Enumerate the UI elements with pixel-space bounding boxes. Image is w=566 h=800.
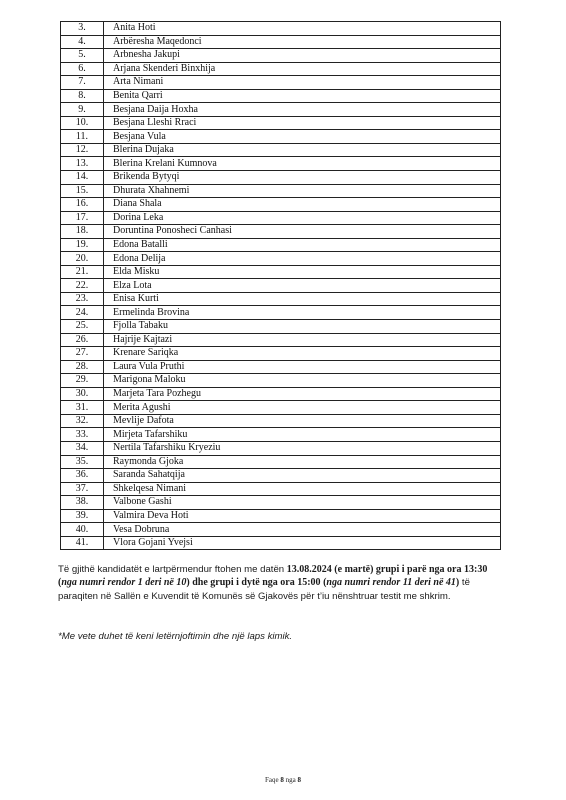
footer-page-total: 8 — [297, 776, 301, 784]
candidate-name: Marjeta Tara Pozhegu — [104, 387, 501, 401]
table-row — [61, 387, 501, 401]
table-row — [61, 469, 501, 483]
row-number: 11. — [61, 130, 104, 144]
page-footer — [0, 776, 566, 784]
row-number: 24. — [61, 306, 104, 320]
candidate-name: Blerina Dujaka — [104, 143, 501, 157]
table-row — [61, 536, 501, 550]
table-row — [61, 279, 501, 293]
table-row — [61, 157, 501, 171]
table-row — [61, 265, 501, 279]
row-number: 21. — [61, 265, 104, 279]
notice-paren-open-1: ( — [58, 577, 62, 589]
table-row — [61, 523, 501, 537]
candidate-name: Valbone Gashi — [104, 496, 501, 510]
table-row — [61, 49, 501, 63]
candidate-name: Raymonda Gjoka — [104, 455, 501, 469]
table-row — [61, 198, 501, 212]
candidate-name: Brikenda Bytyqi — [104, 171, 501, 185]
row-number: 5. — [61, 49, 104, 63]
row-number: 6. — [61, 62, 104, 76]
candidate-name: Vlora Gojani Yvejsi — [104, 536, 501, 550]
candidate-name: Arjana Skenderi Binxhija — [104, 62, 501, 76]
candidate-name: Besjana Lleshi Rraci — [104, 116, 501, 130]
candidate-name: Anita Hoti — [104, 22, 501, 36]
table-row — [61, 238, 501, 252]
candidate-name: Diana Shala — [104, 198, 501, 212]
table-row — [61, 441, 501, 455]
table-row — [61, 89, 501, 103]
candidate-name: Shkelqesa Nimani — [104, 482, 501, 496]
table-row — [61, 116, 501, 130]
table-row — [61, 171, 501, 185]
candidate-name: Laura Vula Pruthi — [104, 360, 501, 374]
row-number: 17. — [61, 211, 104, 225]
table-row — [61, 143, 501, 157]
row-number: 3. — [61, 22, 104, 36]
row-number: 40. — [61, 523, 104, 537]
candidate-name: Arta Nimani — [104, 76, 501, 90]
row-number: 18. — [61, 225, 104, 239]
row-number: 36. — [61, 469, 104, 483]
row-number: 19. — [61, 238, 104, 252]
notice-location: të paraqiten në Sallën e Kuvendit të Komunës së Gjakovës për t’iu nënshtruar testit me shkrim. — [58, 577, 470, 602]
row-number: 35. — [61, 455, 104, 469]
candidate-name: Marigona Maloku — [104, 374, 501, 388]
row-number: 20. — [61, 252, 104, 266]
candidate-name: Saranda Sahatqija — [104, 469, 501, 483]
row-number: 37. — [61, 482, 104, 496]
row-number: 28. — [61, 360, 104, 374]
table-row — [61, 306, 501, 320]
notice-date-group1: 13.08.2024 (e martë) grupi i parë nga ora 13:30 — [286, 564, 488, 575]
candidate-name: Fjolla Tabaku — [104, 320, 501, 334]
row-number: 4. — [61, 35, 104, 49]
footer-middle: nga — [283, 776, 298, 784]
notice-paren-open-2: ( — [320, 577, 327, 589]
footer-page-number: 8 — [280, 776, 284, 784]
table-row — [61, 360, 501, 374]
row-number: 41. — [61, 536, 104, 550]
notice-group2-time: dhe grupi i dytë nga ora 15:00 — [189, 577, 321, 589]
candidate-name: Merita Agushi — [104, 401, 501, 415]
row-number: 32. — [61, 414, 104, 428]
candidate-name: Mevlije Dafota — [104, 414, 501, 428]
table-row — [61, 252, 501, 266]
footer-prefix: Faqe — [265, 776, 281, 784]
table-row — [61, 76, 501, 90]
id-requirement-note: *Me vete duhet të keni letërnjoftimin dhe një laps kimik. — [58, 631, 293, 642]
table-row — [61, 374, 501, 388]
row-number: 8. — [61, 89, 104, 103]
candidate-name: Valmira Deva Hoti — [104, 509, 501, 523]
table-row — [61, 211, 501, 225]
candidate-name: Dhurata Xhahnemi — [104, 184, 501, 198]
table-row — [61, 347, 501, 361]
row-number: 10. — [61, 116, 104, 130]
candidate-name: Vesa Dobruna — [104, 523, 501, 537]
notice-range-group2: nga numri rendor 11 deri në 41 — [326, 577, 456, 589]
table-row — [61, 414, 501, 428]
row-number: 15. — [61, 184, 104, 198]
row-number: 22. — [61, 279, 104, 293]
candidate-name: Doruntina Ponosheci Canhasi — [104, 225, 501, 239]
candidate-name: Hajrije Kajtazi — [104, 333, 501, 347]
notice-intro: Të gjithë kandidatët e lartpërmendur ftohen me datën — [58, 564, 287, 575]
row-number: 30. — [61, 387, 104, 401]
notice-paren-close-2: ) — [455, 577, 460, 589]
candidate-name: Arbnesha Jakupi — [104, 49, 501, 63]
candidate-name: Enisa Kurti — [104, 292, 501, 306]
table-row — [61, 103, 501, 117]
candidate-name: Edona Delija — [104, 252, 501, 266]
candidate-name: Arbëresha Maqedonci — [104, 35, 501, 49]
candidate-table — [60, 21, 501, 550]
candidate-name: Ermelinda Brovina — [104, 306, 501, 320]
candidate-name: Blerina Krelani Kumnova — [104, 157, 501, 171]
table-row — [61, 130, 501, 144]
candidate-name: Elda Misku — [104, 265, 501, 279]
row-number: 12. — [61, 143, 104, 157]
table-row — [61, 482, 501, 496]
candidate-name: Benita Qarri — [104, 89, 501, 103]
exam-notice-paragraph — [58, 563, 505, 603]
row-number: 16. — [61, 198, 104, 212]
table-row — [61, 62, 501, 76]
row-number: 7. — [61, 76, 104, 90]
table-row — [61, 292, 501, 306]
candidate-name: Krenare Sariqka — [104, 347, 501, 361]
table-row — [61, 225, 501, 239]
table-row — [61, 22, 501, 36]
table-row — [61, 428, 501, 442]
row-number: 26. — [61, 333, 104, 347]
notice-range-group1: nga numri rendor 1 deri në 10 — [61, 577, 187, 589]
row-number: 14. — [61, 171, 104, 185]
row-number: 9. — [61, 103, 104, 117]
row-number: 23. — [61, 292, 104, 306]
candidate-name: Nertila Tafarshiku Kryeziu — [104, 441, 501, 455]
candidate-name: Besjana Daija Hoxha — [104, 103, 501, 117]
candidate-name: Dorina Leka — [104, 211, 501, 225]
row-number: 27. — [61, 347, 104, 361]
table-row — [61, 35, 501, 49]
candidate-name: Besjana Vula — [104, 130, 501, 144]
candidate-name: Elza Lota — [104, 279, 501, 293]
candidate-name: Edona Batalli — [104, 238, 501, 252]
row-number: 31. — [61, 401, 104, 415]
table-row — [61, 455, 501, 469]
row-number: 33. — [61, 428, 104, 442]
table-row — [61, 496, 501, 510]
notice-paren-close-1: ) — [186, 577, 190, 589]
row-number: 34. — [61, 441, 104, 455]
table-row — [61, 320, 501, 334]
candidate-name: Mirjeta Tafarshiku — [104, 428, 501, 442]
table-row — [61, 509, 501, 523]
row-number: 39. — [61, 509, 104, 523]
table-row — [61, 401, 501, 415]
table-row — [61, 184, 501, 198]
row-number: 25. — [61, 320, 104, 334]
row-number: 29. — [61, 374, 104, 388]
candidate-table-body — [61, 22, 501, 550]
row-number: 38. — [61, 496, 104, 510]
table-row — [61, 333, 501, 347]
row-number: 13. — [61, 157, 104, 171]
